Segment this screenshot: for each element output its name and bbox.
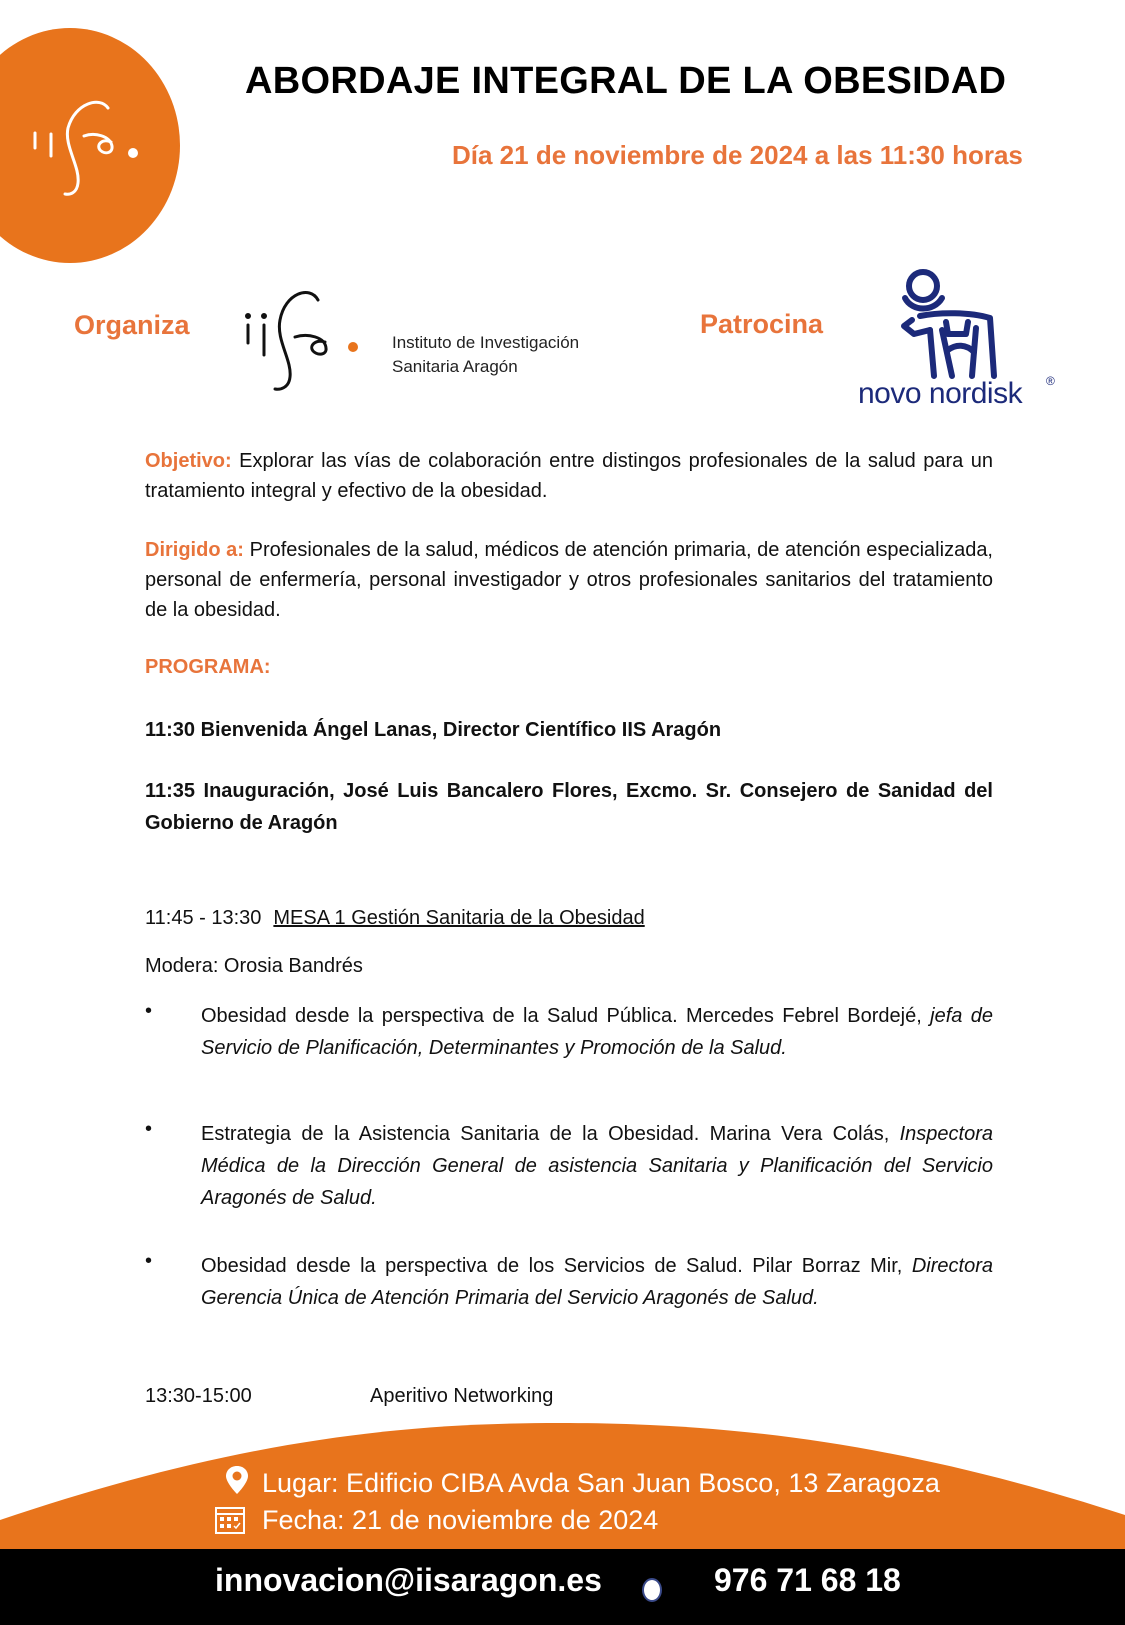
organizer-name-line2: Sanitaria Aragón (392, 357, 518, 376)
contact-phone[interactable]: 976 71 68 18 (714, 1562, 901, 1598)
aperitivo-time: 13:30-15:00 (145, 1385, 252, 1407)
bullet-icon: • (145, 1250, 153, 1272)
bullet-icon: • (145, 1000, 153, 1022)
calendar-icon (215, 1506, 245, 1534)
audience-text: Profesionales de la salud, médicos de atención primaria, de atención especializada, personal de enfermería, personal investigador y otros profesionales sanitarios del tratamiento de la obesidad. (145, 539, 993, 621)
talk-title: Obesidad desde la perspectiva de la Salud Pública. Mercedes Febrel Bordejé, (201, 1005, 931, 1027)
novo-nordisk-bull-logo (890, 268, 1010, 388)
event-date-line: Día 21 de noviembre de 2024 a las 11:30 horas (452, 140, 1023, 170)
aperitivo-label: Aperitivo Networking (370, 1385, 554, 1407)
mesa-time: 11:45 - 13:30 (145, 907, 262, 929)
program-item-welcome: 11:30 Bienvenida Ángel Lanas, Director Científico IIS Aragón (145, 719, 722, 741)
talk-title: Estrategia de la Asistencia Sanitaria de la Obesidad. Marina Vera Colás, (201, 1123, 900, 1145)
mesa-title: MESA 1 Gestión Sanitaria de la Obesidad (273, 907, 645, 929)
moderator: Modera: Orosia Bandrés (145, 955, 363, 977)
contact-email[interactable]: innovacion@iisaragon.es (215, 1562, 602, 1598)
objective-text: Explorar las vías de colaboración entre distingos profesionales de la salud para un tratamiento integral y efectivo de la obesidad. (145, 450, 993, 502)
date-text: Fecha: 21 de noviembre de 2024 (262, 1505, 659, 1535)
program-heading: PROGRAMA: (145, 656, 271, 678)
talk-title: Obesidad desde la perspectiva de los Servicios de Salud. Pilar Borraz Mir, (201, 1255, 912, 1277)
audience-label: Dirigido a: (145, 539, 244, 561)
speaker-role: jefa de Servicio de Planificación, Determinantes y Promoción de la Salud. (201, 1005, 993, 1059)
separator-dot-icon (642, 1578, 662, 1602)
sponsor-name: novo nordisk (858, 377, 1023, 410)
event-title: ABORDAJE INTEGRAL DE LA OBESIDAD (245, 60, 1007, 102)
location-pin-icon (225, 1465, 249, 1495)
list-item (145, 1000, 993, 1064)
list-item (145, 1250, 993, 1314)
iisa-circle-logo (0, 28, 180, 263)
mesa-line (145, 907, 645, 930)
speaker-role: Directora Gerencia Única de Atención Primaria del Servicio Aragonés de Salud. (201, 1255, 993, 1309)
organiza-label: Organiza (74, 310, 190, 340)
objective-label: Objetivo: (145, 450, 232, 472)
registered-mark: ® (1046, 374, 1055, 388)
patrocina-label: Patrocina (700, 309, 824, 339)
iisa-logo-mark (0, 28, 180, 263)
venue-text: Lugar: Edificio CIBA Avda San Juan Bosco, 13 Zaragoza (262, 1468, 940, 1498)
speaker-role: Inspectora Médica de la Dirección General de asistencia Sanitaria y Planificación del Servicio Aragonés de Salud. (201, 1123, 993, 1209)
bullet-icon: • (145, 1118, 153, 1140)
organizer-name (392, 331, 579, 379)
program-item-inauguration: 11:35 Inauguración, José Luis Bancalero Flores, Excmo. Sr. Consejero de Sanidad del Gobierno de Aragón (145, 780, 993, 834)
objective-paragraph (145, 446, 993, 506)
iisa-organizer-logo (240, 285, 380, 400)
audience-paragraph (145, 535, 993, 625)
list-item (145, 1118, 993, 1214)
organizer-name-line1: Instituto de Investigación (392, 333, 580, 352)
